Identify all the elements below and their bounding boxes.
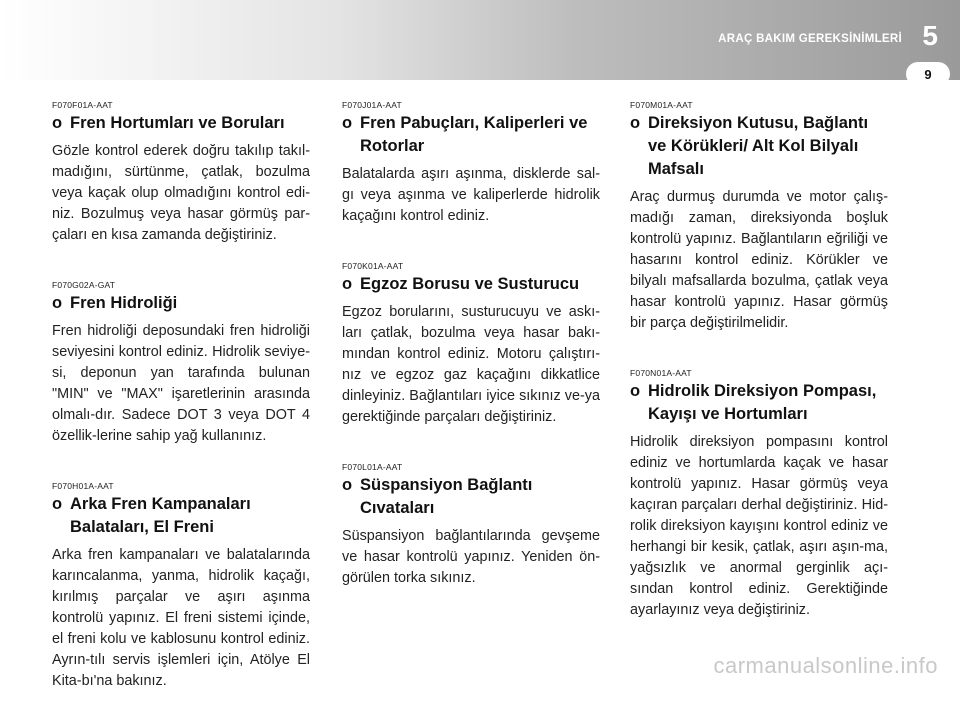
section-code: F070J01A-AAT (342, 100, 402, 110)
bullet-marker: o (52, 114, 63, 132)
section-fren-hidroligi (52, 280, 310, 447)
column-2 (342, 100, 600, 623)
section-title (52, 292, 310, 315)
section-title-text: Fren Pabuçları, Kaliperleri ve Rotorlar (360, 114, 588, 155)
section-title-text: Süspansiyon Bağlantı Cıvataları (360, 476, 533, 517)
section-code: F070K01A-AAT (342, 261, 404, 271)
section-hidrolik-direksiyon (630, 368, 888, 621)
section-title (52, 112, 310, 135)
bullet-marker: o (342, 114, 353, 132)
section-body: Egzoz borularını, susturucuyu ve askı-ları çatlak, bozulma veya hasar bakı-mından kontrol ediniz. Motoru çalıştırı-nız ve egzoz gaz kaçağını dikkatlice dinleyiniz. Bağlantıları iyice sıkınız ve-ya gerektiğinde parçaları değiştiriniz. (342, 304, 600, 425)
watermark: carmanualsonline.info (713, 653, 938, 678)
section-code: F070M01A-AAT (630, 100, 693, 110)
section-title (342, 474, 600, 520)
section-body: Hidrolik direksiyon pompasını kontrol ediniz ve hortumlarda kaçak ve hasar kontrolü yapınız. Hasar görmüş veya kaçıran parçaları derhal değiştiriniz. Hid-rolik direksiyon kayışını kontrol ediniz ve herhangi bir kesik, çatlak, aşırı aşın-ma, yağsızlık ve anormal gerginlik açı-sından kontrol ediniz. Gerektiğinde ayarlayınız veya değiştiriniz. (630, 434, 888, 618)
section-title (630, 380, 888, 426)
section-code: F070N01A-AAT (630, 368, 692, 378)
section-title (342, 112, 600, 158)
section-title-text: Fren Hortumları ve Boruları (70, 114, 285, 132)
section-title-text: Egzoz Borusu ve Susturucu (360, 275, 580, 293)
bullet-marker: o (630, 382, 641, 400)
section-code: F070F01A-AAT (52, 100, 113, 110)
section-suspansiyon (342, 462, 600, 589)
section-code: F070G02A-GAT (52, 280, 116, 290)
bullet-marker: o (52, 294, 63, 312)
section-code: F070L01A-AAT (342, 462, 403, 472)
chapter-title: ARAÇ BAKIM GEREKSİNİMLERİ (718, 33, 902, 45)
column-1 (52, 100, 310, 726)
header-band (0, 0, 960, 80)
section-title (630, 112, 888, 181)
section-title (52, 493, 310, 539)
section-body: Araç durmuş durumda ve motor çalış-madığı zaman, direksiyonda boşluk kontrolü yapınız. Bağlantıların eğriliği ve hasarını kontrol ediniz. Körükler ve bilyalı mafsallarda bozulma, çatlak veya hasar kontrolü yapınız. Hasar görmüş bir parça değiştirilmelidir. (630, 189, 888, 331)
section-fren-hortumlari (52, 100, 310, 246)
section-title-text: Arka Fren Kampanaları Balataları, El Freni (70, 495, 251, 536)
bullet-marker: o (342, 476, 353, 494)
section-body: Fren hidroliği deposundaki fren hidroliği seviyesini kontrol ediniz. Hidrolik seviye-si, deponun yan tarafında bulunan "MIN" ve "MAX" işaretlerinin arasında olmalı-dır. Sadece DOT 3 veya DOT 4 özellik-lerine sahip yağ kullanınız. (52, 323, 310, 444)
page-number-tab (906, 62, 950, 86)
chapter-number: 5 (922, 20, 938, 51)
section-body: Süspansiyon bağlantılarında gevşeme ve hasar kontrolü yapınız. Yeniden ön-görülen torka sıkınız. (342, 528, 600, 586)
section-fren-pabuclari (342, 100, 600, 227)
section-title-text: Hidrolik Direksiyon Pompası, Kayışı ve Hortumları (648, 382, 877, 423)
column-3 (630, 100, 888, 655)
section-egzoz (342, 261, 600, 428)
section-title-text: Direksiyon Kutusu, Bağlantı ve Körükleri/ Alt Kol Bilyalı Mafsalı (648, 114, 869, 178)
page-number: 9 (924, 66, 932, 82)
bullet-marker: o (342, 275, 353, 293)
section-arka-fren (52, 481, 310, 692)
section-code: F070H01A-AAT (52, 481, 114, 491)
section-body: Arka fren kampanaları ve balatalarında karıncalanma, yanma, hidrolik kaçağı, kırılmış parçalar ve aşırı aşınma kontrolü yapınız. El freni sistemi içinde, el freni kolu ve kablosunu kontrol ediniz. Ayrın-tılı servis işlemleri için, Atölye El Kita-bı'na bakınız. (52, 547, 310, 689)
bullet-marker: o (630, 114, 641, 132)
section-direksiyon-kutusu (630, 100, 888, 334)
section-title (342, 273, 600, 296)
section-body: Balatalarda aşırı aşınma, disklerde sal-gı veya aşınma ve kaliperlerde hidrolik kaçağını kontrol ediniz. (342, 166, 600, 224)
section-title-text: Fren Hidroliği (70, 294, 178, 312)
bullet-marker: o (52, 495, 63, 513)
section-body: Gözle kontrol ederek doğru takılıp takıl-madığını, sürtünme, çatlak, bozulma veya kaçak olup olmadığını kontrol edi-niz. Bozulmuş veya hasar görmüş par-çaları en kısa zamanda değiştiriniz. (52, 143, 310, 243)
